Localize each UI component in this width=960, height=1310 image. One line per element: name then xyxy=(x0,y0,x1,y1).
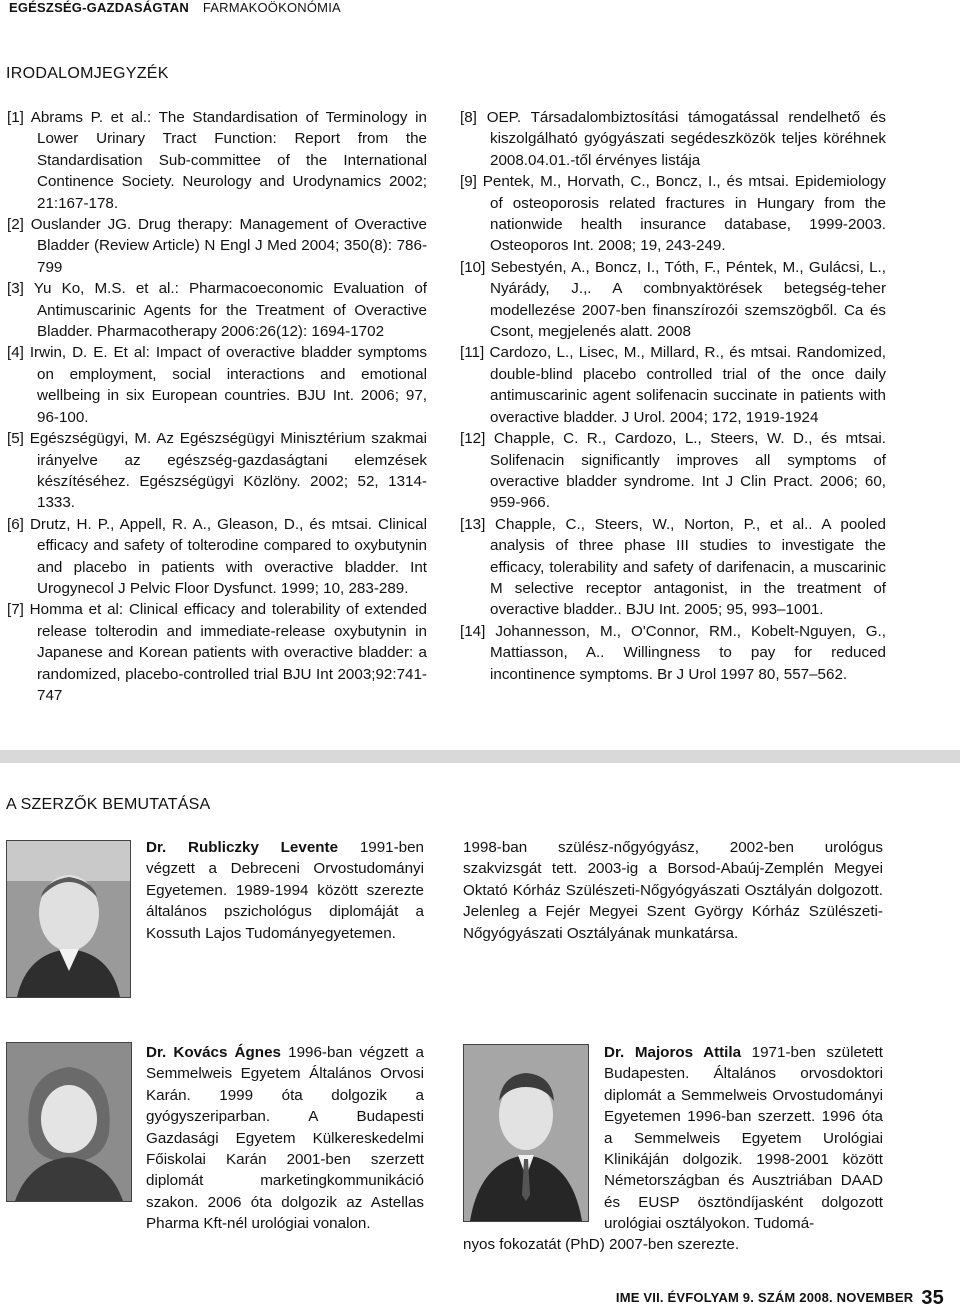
author-name-majoros: Dr. Majoros Attila xyxy=(604,1044,742,1061)
header-subsection: FARMAKOÖKONÓMIA xyxy=(202,0,341,15)
author-name-rubliczky: Dr. Rubliczky Levente xyxy=(146,839,339,856)
reference-5: [5] Egészségügyi, M. Az Egészségügyi Minisztérium szakmai irányelve az egészség-gazdaságtani elemzések készítéséhez. Egészségügyi Közlöny. 2002; 52, 1314-1333. xyxy=(7,430,427,512)
running-header xyxy=(9,0,341,15)
reference-10: [10] Sebestyén, A., Boncz, I., Tóth, F., Péntek, M., Gulácsi, L., Nyárády, J.,. A combnyaktörések betegség-teher modellezése 2007-ben finanszírozói szemszögből. Ca és Csont, megjelenés alatt. 2008 xyxy=(460,258,886,341)
journal-issue: IME VII. ÉVFOLYAM 9. SZÁM 2008. NOVEMBER xyxy=(615,1290,914,1305)
references-heading: IRODALOMJEGYZÉK xyxy=(6,65,169,82)
author-text-rubliczky: 1991-ben végzett a Debreceni Orvostudományi Egyetemen. 1989-1994 között szerezte általános pszichológus diplomáját a Kossuth Lajos Tudományegyetemen. xyxy=(146,839,424,942)
reference-13: [13] Chapple, C., Steers, W., Norton, P., et al.. A pooled analysis of three phase III studies to investigate the efficacy, tolerability and safety of darifenacin, a muscarinic M selective receptor antagonist, in the treatment of overactive bladder.. BJU Int. 2005; 95, 993–1001. xyxy=(460,515,886,619)
references-right-column xyxy=(460,107,886,685)
authors-heading: A SZERZŐK BEMUTATÁSA xyxy=(6,796,211,813)
reference-11: [11] Cardozo, L., Lisec, M., Millard, R., és mtsai. Randomized, double-blind placebo controlled trial of the once daily antimuscarinic agent solifenacin succinate in patients with overactive bladder. J Urol. 2004; 172, 1919-1924 xyxy=(460,344,886,426)
author-photo-kovacs xyxy=(6,1042,132,1202)
reference-12: [12] Chapple, C. R., Cardozo, L., Steers, W. D., és mtsai. Solifenacin significantly improves all symptoms of overactive bladder syndrome. Int J Clin Pract. 2006; 60, 959-966. xyxy=(460,430,886,512)
author-name-kovacs: Dr. Kovács Ágnes xyxy=(146,1044,281,1061)
author-text-kovacs: 1996-ban végzett a Semmelweis Egyetem Általános Orvosi Karán. 1999 óta dolgozik a gyógyszeriparban. A Budapesti Gazdasági Egyetem Külkereskedelmi Főiskolai Karán 2001-ben szerzett diplomát marketingkommunikáció szakon. 2006 óta dolgozik az Astellas Pharma Kft-nél urológiai vonalon. xyxy=(146,1044,424,1233)
reference-7: [7] Homma et al: Clinical efficacy and tolerability of extended release tolterodin and immediate-release oxybutynin in Japanese and Korean patients with overactive bladder: a randomized, placebo-controlled trial BJU Int 2003;92:741-747 xyxy=(7,601,427,704)
author-bio-rubliczky xyxy=(146,837,424,944)
author-bio-majoros xyxy=(604,1042,883,1235)
reference-3: [3] Yu Ko, M.S. et al.: Pharmacoeconomic Evaluation of Antimuscarinic Agents for the Treatment of Overactive Bladder. Pharmacotherapy 2006:26(12): 1694-1702 xyxy=(7,280,427,341)
reference-8: [8] OEP. Társadalombiztosítási támogatással rendelhető és kiszolgálható gyógyászati segédeszközök teljes köréhnek 2008.04.01.-től érvényes listája xyxy=(460,109,886,169)
section-divider xyxy=(0,750,960,763)
reference-2: [2] Ouslander JG. Drug therapy: Management of Overactive Bladder (Review Article) N Engl J Med 2004; 350(8): 786-799 xyxy=(7,216,427,276)
reference-1: [1] Abrams P. et al.: The Standardisation of Terminology in Lower Urinary Tract Function: Report from the Standardisation Sub-committee of the International Continence Society. Neurology and Urodynamics 2002; 21:167-178. xyxy=(7,109,427,212)
author-photo-rubliczky xyxy=(6,840,131,998)
author-text-majoros: 1971-ben született Budapesten. Általános orvosdoktori diplomát a Semmelweis Orvostudományi Egyetemen 1996-ban szerzett. 1996 óta a Semmelweis Egyetem Urológiai Klinikáján dolgozik. 1998-2001 között Németországban és Ausztriában DAAD és EUSP ösztöndíjasként dolgozott urológiai osztályokon. Tudomá- xyxy=(604,1044,883,1233)
reference-4: [4] Irwin, D. E. Et al: Impact of overactive bladder symptoms on employment, social interactions and emotional wellbeing in six European countries. BJU Int. 2006; 97, 96-100. xyxy=(7,344,427,426)
author-photo-majoros xyxy=(463,1044,589,1222)
page-number: 35 xyxy=(921,1287,944,1309)
references-left-column xyxy=(7,107,427,706)
reference-6: [6] Drutz, H. P., Appell, R. A., Gleason, D., és mtsai. Clinical efficacy and safety of tolterodine compared to oxybutynin and placebo in patients with overactive bladder. Int Urogynecol J Pelvic Floor Dysfunct. 1999; 10, 283-289. xyxy=(7,515,427,597)
page-footer xyxy=(616,1287,944,1310)
author-bio-rubliczky-continued: 1998-ban szülész-nőgyógyász, 2002-ben urológus szakvizsgát tett. 2003-ig a Borsod-Abaúj-Zemplén Megyei Oktató Kórház Szülészeti-Nőgyógyászati Osztályán dolgozott. Jelenleg a Fejér Megyei Szent György Kórház Szülészeti-Nőgyógyászati Osztályának munkatársa. xyxy=(463,839,883,942)
author-bio-kovacs xyxy=(146,1042,424,1235)
author-bio-majoros-continued: nyos fokozatát (PhD) 2007-ben szerezte. xyxy=(463,1236,740,1253)
reference-9: [9] Pentek, M., Horvath, C., Boncz, I., és mtsai. Epidemiology of osteoporosis related fractures in Hungary from the nationwide health insurance database, 1999-2003. Osteoporos Int. 2008; 19, 243-249. xyxy=(460,173,886,255)
reference-14: [14] Johannesson, M., O'Connor, RM., Kobelt-Nguyen, G., Mattiasson, A.. Willingness to pay for reduced incontinence symptoms. Br J Urol 1997 80, 557–562. xyxy=(460,622,886,683)
header-section: EGÉSZSÉG-GAZDASÁGTAN xyxy=(9,0,189,15)
